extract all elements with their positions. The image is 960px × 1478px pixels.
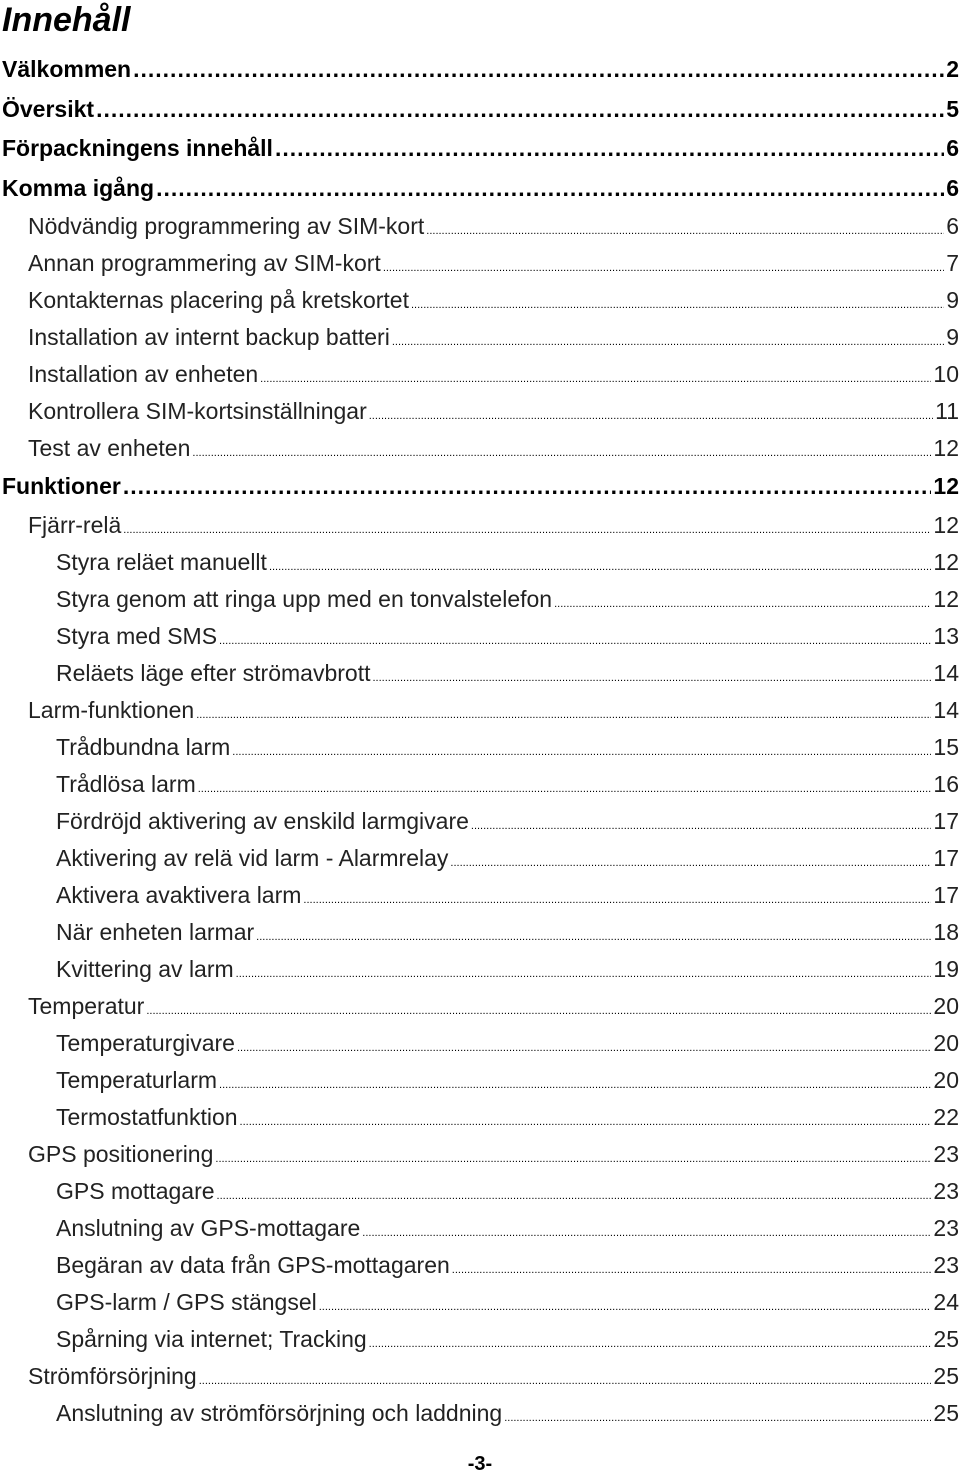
toc-entry-title: Styra reläet manuellt (56, 548, 267, 575)
page-number: -3- (467, 1453, 493, 1475)
dot-leader (426, 213, 944, 250)
toc-entry[interactable] (0, 988, 960, 1025)
toc-entry[interactable] (0, 1062, 960, 1099)
toc-entry-page: 2 (946, 56, 959, 82)
toc-entry-title: Välkommen (2, 56, 132, 82)
dot-leader (236, 956, 932, 993)
toc-entry[interactable] (0, 393, 960, 430)
toc-entry-title: Kontakternas placering på kretskortet (28, 287, 409, 313)
toc-entry[interactable] (0, 1395, 960, 1432)
dot-leader (319, 1289, 932, 1326)
toc-entry-title: Fördröjd aktivering av enskild larmgivare (56, 807, 469, 834)
toc-entry-page: 7 (946, 250, 959, 276)
toc-entry-page: 22 (933, 1103, 959, 1130)
toc-entry-page: 23 (933, 1251, 959, 1278)
toc-entry[interactable] (0, 467, 960, 507)
toc-entry-title: Installation av internt backup batteri (28, 324, 390, 350)
dot-leader (232, 734, 931, 771)
toc-entry[interactable] (0, 951, 960, 988)
toc-entry-page: 14 (933, 659, 959, 686)
toc-entry[interactable] (0, 1321, 960, 1358)
toc-entry-page: 14 (933, 696, 959, 723)
toc-entry[interactable] (0, 282, 960, 319)
dot-leader (240, 1104, 932, 1141)
toc-entry-title: Kontrollera SIM-kortsinställningar (28, 398, 367, 424)
toc-entry-page: 15 (933, 733, 959, 760)
toc-entry-page: 12 (933, 585, 959, 612)
toc-entry[interactable] (0, 1284, 960, 1321)
toc-entry-title: Förpackningens innehåll (2, 135, 273, 161)
toc-entry-page: 9 (946, 324, 959, 350)
dot-leader (237, 1030, 931, 1067)
dot-leader (372, 660, 931, 697)
dot-leader (156, 169, 944, 209)
toc-entry[interactable] (0, 208, 960, 245)
toc-entry[interactable] (0, 50, 960, 90)
toc-entry[interactable] (0, 766, 960, 803)
toc-entry-title: Komma igång (2, 174, 155, 201)
toc-entry-title: Kvittering av larm (56, 955, 234, 982)
dot-leader (219, 1067, 931, 1104)
toc-entry[interactable] (0, 1247, 960, 1284)
toc-entry-page: 11 (935, 398, 959, 424)
toc-entry[interactable] (0, 618, 960, 655)
toc-entry[interactable] (0, 430, 960, 467)
dot-leader (452, 1252, 932, 1289)
toc-entry-page: 23 (933, 1177, 959, 1204)
toc-entry-title: Temperatur (28, 992, 145, 1019)
dot-leader (196, 697, 931, 734)
toc-entry-title: Termostatfunktion (56, 1103, 238, 1130)
toc-entry-page: 19 (933, 955, 959, 982)
toc-entry[interactable] (0, 169, 960, 209)
toc-entry[interactable] (0, 692, 960, 729)
toc-entry-title: Översikt (2, 95, 95, 122)
toc-entry-page: 6 (946, 174, 959, 201)
toc-entry-page: 12 (933, 548, 959, 575)
toc-entry-title: GPS-larm / GPS stängsel (56, 1288, 317, 1315)
dot-leader (275, 129, 944, 169)
dot-leader (369, 398, 933, 435)
toc-entry[interactable] (0, 245, 960, 282)
toc-entry-page: 6 (946, 135, 959, 161)
dot-leader (411, 287, 944, 324)
toc-entry-title: Styra genom att ringa upp med en tonvalstelefon (56, 585, 553, 612)
toc-entry-page: 20 (933, 1029, 959, 1056)
table-of-contents (0, 50, 960, 1432)
toc-entry-title: GPS mottagare (56, 1177, 215, 1204)
toc-entry-title: Larm-funktionen (28, 696, 195, 723)
toc-entry-page: 23 (933, 1140, 959, 1167)
toc-entry-title: Annan programmering av SIM-kort (28, 250, 381, 276)
dot-leader (215, 1141, 931, 1178)
dot-leader (256, 919, 931, 956)
toc-entry-page: 24 (933, 1288, 959, 1315)
page-title: Innehåll (2, 1, 131, 39)
toc-entry-page: 12 (933, 511, 959, 538)
toc-entry-title: Styra med SMS (56, 622, 218, 649)
toc-entry-title: GPS positionering (28, 1140, 214, 1167)
toc-entry-title: Begäran av data från GPS-mottagaren (56, 1251, 450, 1278)
toc-entry-page: 25 (933, 1362, 959, 1389)
toc-entry-title: Temperaturgivare (56, 1029, 235, 1056)
toc-entry-page: 12 (933, 435, 959, 461)
toc-entry-page: 18 (933, 918, 959, 945)
toc-entry-page: 20 (933, 1066, 959, 1093)
toc-entry-title: Anslutning av GPS-mottagare (56, 1214, 361, 1241)
toc-entry-title: Strömförsörjning (28, 1362, 197, 1389)
toc-entry[interactable] (0, 319, 960, 356)
toc-entry-page: 17 (933, 807, 959, 834)
toc-entry-page: 17 (933, 881, 959, 908)
toc-entry-page: 17 (933, 844, 959, 871)
dot-leader (392, 324, 944, 361)
dot-leader (471, 808, 932, 845)
toc-entry[interactable] (0, 877, 960, 914)
toc-entry-title: När enheten larmar (56, 918, 255, 945)
dot-leader (450, 845, 931, 882)
dot-leader (504, 1400, 931, 1437)
toc-entry-page: 10 (933, 361, 959, 387)
toc-entry-title: Nödvändig programmering av SIM-kort (28, 213, 425, 239)
toc-entry-page: 20 (933, 992, 959, 1019)
toc-entry[interactable] (0, 1136, 960, 1173)
toc-entry-page: 16 (933, 770, 959, 797)
toc-entry[interactable] (0, 1173, 960, 1210)
toc-entry[interactable] (0, 1099, 960, 1136)
toc-entry[interactable] (0, 803, 960, 840)
dot-leader (123, 467, 932, 507)
dot-leader (554, 586, 931, 623)
toc-entry[interactable] (0, 129, 960, 169)
toc-entry[interactable] (0, 1210, 960, 1247)
toc-entry-title: Reläets läge efter strömavbrott (56, 659, 371, 686)
dot-leader (96, 90, 944, 130)
toc-entry-title: Spårning via internet; Tracking (56, 1325, 367, 1352)
toc-entry-title: Temperaturlarm (56, 1066, 218, 1093)
toc-entry[interactable] (0, 729, 960, 766)
toc-entry-page: 5 (946, 95, 959, 122)
toc-entry-page: 9 (946, 287, 959, 313)
toc-entry-title: Installation av enheten (28, 361, 259, 387)
dot-leader (369, 1326, 932, 1363)
dot-leader (133, 50, 944, 90)
dot-leader (383, 250, 944, 287)
toc-entry-title: Test av enheten (28, 435, 191, 461)
dot-leader (303, 882, 931, 919)
toc-entry-title: Aktivera avaktivera larm (56, 881, 302, 908)
toc-entry-page: 25 (933, 1325, 959, 1352)
toc-entry[interactable] (0, 914, 960, 951)
toc-entry[interactable] (0, 90, 960, 130)
toc-entry-page: 6 (946, 213, 959, 239)
toc-entry-title: Funktioner (2, 473, 121, 499)
toc-entry-page: 25 (933, 1399, 959, 1426)
toc-entry[interactable] (0, 655, 960, 692)
toc-entry[interactable] (0, 581, 960, 618)
dot-leader (146, 993, 931, 1030)
toc-entry[interactable] (0, 507, 960, 544)
toc-entry-page: 12 (933, 473, 959, 499)
toc-entry-title: Trådbundna larm (56, 733, 231, 760)
toc-entry[interactable] (0, 544, 960, 581)
toc-entry[interactable] (0, 1025, 960, 1062)
toc-entry-title: Fjärr-relä (28, 511, 122, 538)
toc-entry[interactable] (0, 1358, 960, 1395)
toc-entry-title: Trådlösa larm (56, 770, 196, 797)
toc-entry-page: 23 (933, 1214, 959, 1241)
toc-entry[interactable] (0, 840, 960, 877)
toc-entry[interactable] (0, 356, 960, 393)
toc-entry-title: Anslutning av strömförsörjning och laddning (56, 1399, 503, 1426)
toc-entry-page: 13 (933, 622, 959, 649)
toc-entry-title: Aktivering av relä vid larm - Alarmrelay (56, 844, 449, 871)
